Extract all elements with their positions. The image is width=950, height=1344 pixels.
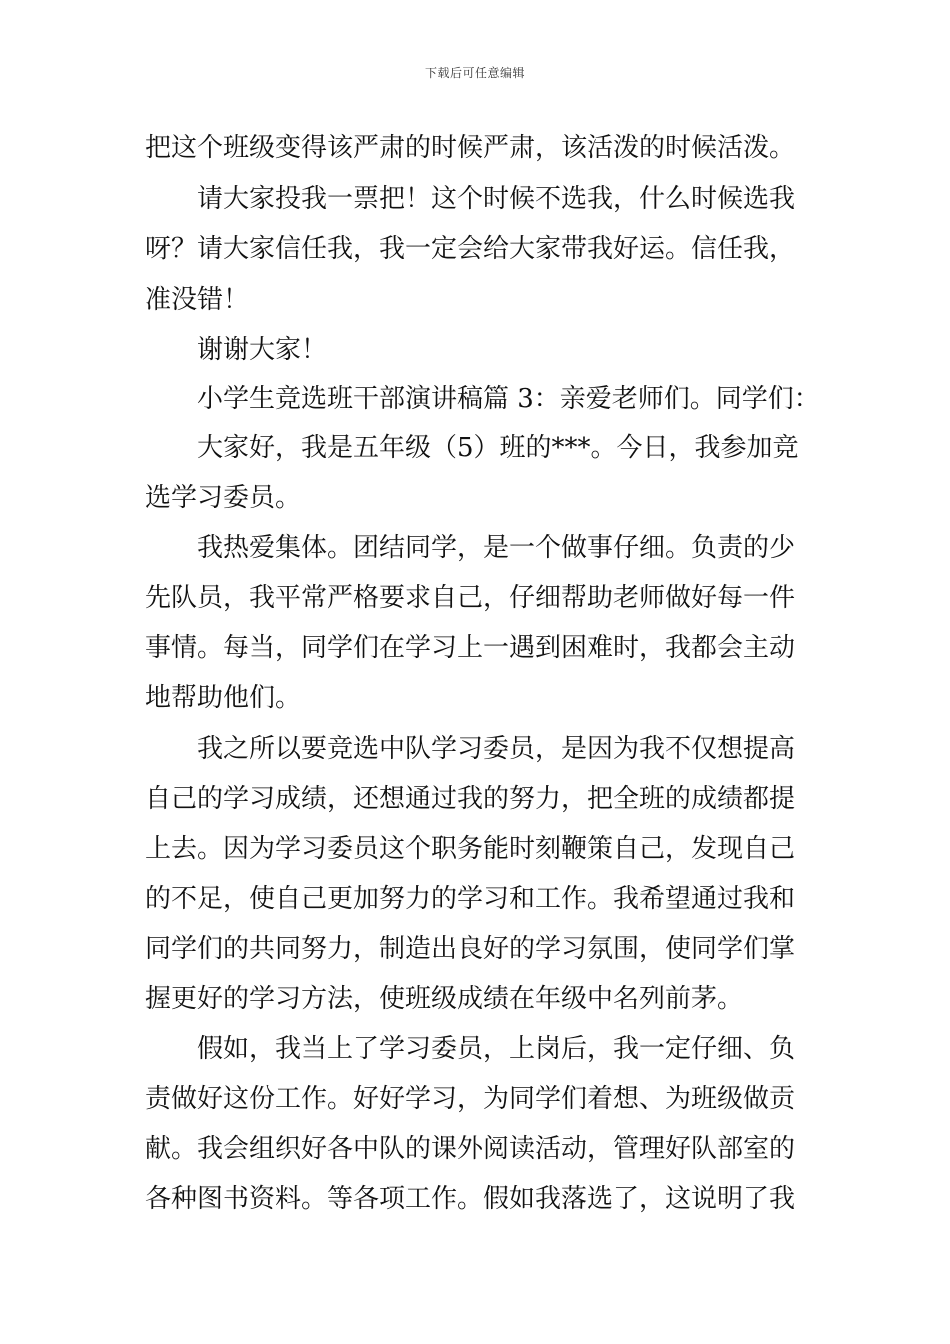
text-line: 我热爱集体。团结同学，是一个做事仔细。负责的少: [197, 533, 796, 563]
text-line: 呀？请大家信任我，我一定会给大家带我好运。信任我，: [145, 234, 796, 264]
text-line: 小学生竞选班干部演讲稿篇 3：亲爱老师们。同学们：: [197, 384, 820, 414]
text-line: 上去。因为学习委员这个职务能时刻鞭策自己，发现自己: [145, 834, 796, 864]
text-line: 先队员，我平常严格要求自己，仔细帮助老师做好每一件: [145, 583, 796, 613]
text-line: 我之所以要竞选中队学习委员，是因为我不仅想提高: [197, 734, 796, 764]
page-header-note: 下载后可任意编辑: [424, 66, 525, 80]
text-line: 请大家投我一票把！这个时候不选我，什么时候选我: [197, 184, 796, 214]
text-line: 的不足，使自己更加努力的学习和工作。我希望通过我和: [145, 884, 796, 914]
text-line: 事情。每当，同学们在学习上一遇到困难时，我都会主动: [145, 633, 796, 663]
text-line: 责做好这份工作。好好学习，为同学们着想、为班级做贡: [145, 1084, 796, 1114]
text-line: 准没错！: [145, 285, 250, 315]
text-line: 把这个班级变得该严肃的时候严肃，该活泼的时候活泼。: [145, 133, 796, 163]
text-line: 握更好的学习方法，使班级成绩在年级中名列前茅。: [145, 984, 744, 1014]
text-line: 献。我会组织好各中队的课外阅读活动，管理好队部室的: [145, 1134, 796, 1164]
text-line: 谢谢大家！: [197, 335, 328, 365]
text-line: 大家好，我是五年级（5）班的***。今日，我参加竞: [197, 433, 799, 463]
text-line: 地帮助他们。: [145, 683, 302, 713]
text-line: 自己的学习成绩，还想通过我的努力，把全班的成绩都提: [145, 784, 796, 814]
text-line: 同学们的共同努力，制造出良好的学习氛围，使同学们掌: [145, 934, 796, 964]
text-line: 选学习委员。: [145, 483, 302, 513]
text-line: 各种图书资料。等各项工作。假如我落选了，这说明了我: [145, 1184, 796, 1214]
text-line: 假如，我当上了学习委员，上岗后，我一定仔细、负: [197, 1034, 796, 1064]
